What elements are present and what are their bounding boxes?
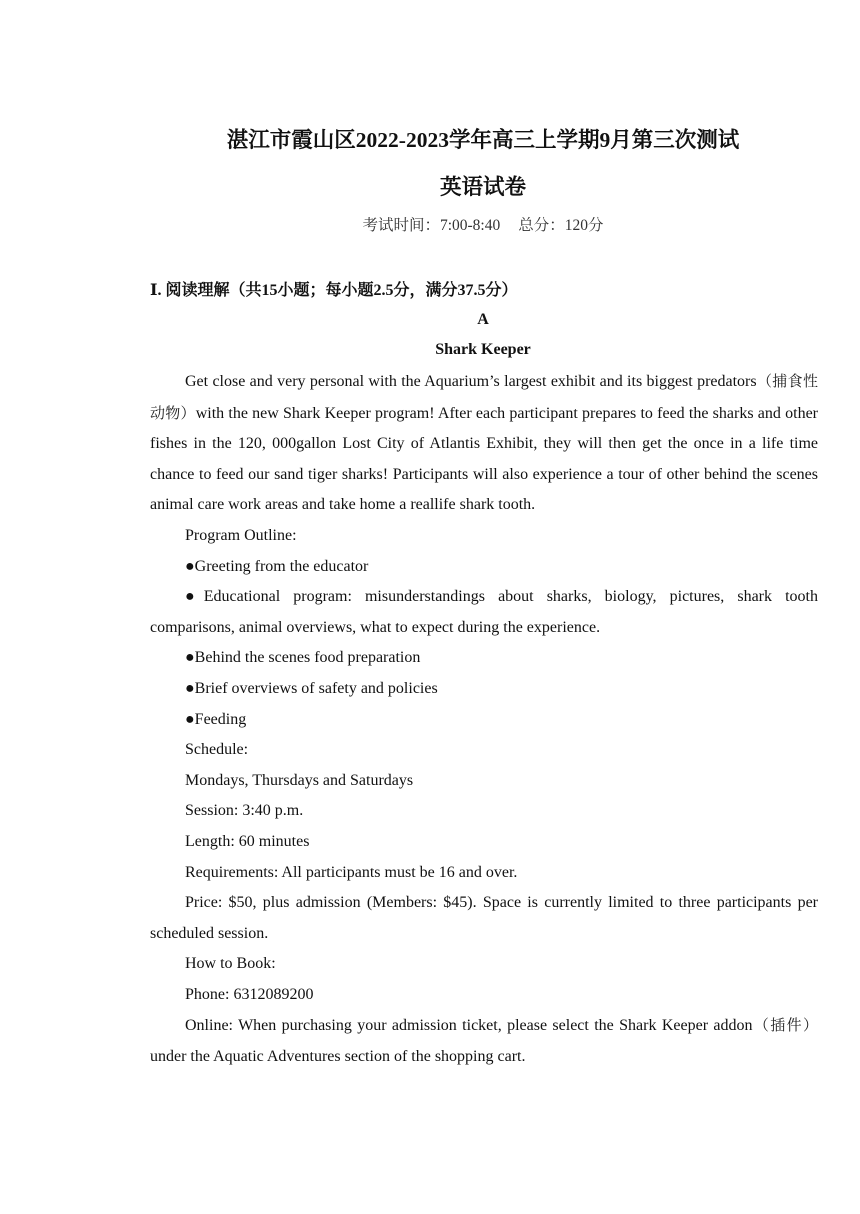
booking-phone: Phone: 6312089200 <box>185 985 314 1003</box>
passage-title: Shark Keeper <box>435 341 531 358</box>
exam-info <box>0 213 860 235</box>
total-score: 总分：120分 <box>518 217 604 234</box>
outline-item: ●Greeting from the educator <box>185 557 369 575</box>
outline-item: ●Behind the scenes food preparation <box>185 649 421 667</box>
exam-subtitle: 英语试卷 <box>439 175 526 199</box>
section-heading: Ⅰ. 阅读理解（共15小题；每小题2.5分，满分37.5分） <box>150 282 518 299</box>
schedule-days: Mondays, Thursdays and Saturdays <box>185 771 414 789</box>
outline-item: ●Educational program: misunderstandings about sharks, biology, pictures, shark tooth comparisons, animal overviews, what to expect during the experience. <box>150 588 818 636</box>
intro-annotation: （捕食性动物） <box>150 372 818 422</box>
online-text-1: Online: When purchasing your admission ticket, please select the Shark Keeper addon <box>185 1017 753 1035</box>
exam-time: 考试时间：7:00-8:40 <box>362 217 501 234</box>
requirements: Requirements: All participants must be 16 and over. <box>185 863 518 881</box>
intro-paragraph <box>150 366 818 521</box>
outline-item: ●Brief overviews of safety and policies <box>185 679 438 697</box>
outline-item: ●Feeding <box>185 710 247 728</box>
passage-body <box>150 366 818 1073</box>
price-paragraph: Price: $50, plus admission (Members: $45). Space is currently limited to three participants per scheduled session. <box>150 894 818 942</box>
intro-text-1: Get close and very personal with the Aquarium’s largest exhibit and its biggest predators <box>185 373 757 390</box>
schedule-session: Session: 3:40 p.m. <box>185 802 304 820</box>
outline-label: Program Outline: <box>185 526 297 544</box>
intro-text-2: with the new Shark Keeper program! After each participant prepares to feed the sharks and other fishes in the 120, 000gallon Lost City of Atlantis Exhibit, they will then get the once in a life time chance to feed our sand tiger sharks! Participants will also experience a tour of other behind the scenes animal care work areas and take home a reallife shark tooth. <box>150 404 818 514</box>
online-booking-paragraph <box>150 1010 818 1072</box>
exam-title: 湛江市霞山区2022-2023学年高三上学期9月第三次测试 <box>226 128 740 152</box>
schedule-length: Length: 60 minutes <box>185 832 310 850</box>
schedule-label: Schedule: <box>185 741 249 759</box>
online-annotation: （插件） <box>752 1016 818 1035</box>
passage-letter: A <box>477 311 489 328</box>
online-text-2: under the Aquatic Adventures section of the shopping cart. <box>150 1048 526 1066</box>
how-to-book-label: How to Book: <box>185 955 276 973</box>
